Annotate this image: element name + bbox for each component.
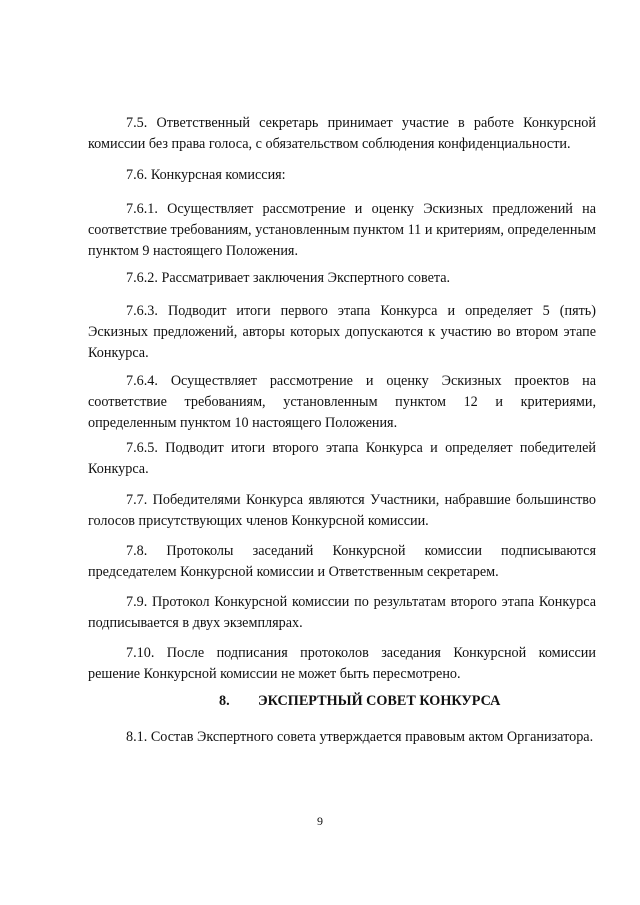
section-number: 8. — [219, 693, 230, 709]
paragraph-7-10: 7.10. После подписания протоколов заседания Конкурсной комиссии решение Конкурсной комиссии не может быть пересмотрено. — [88, 645, 596, 682]
paragraph-7-9: 7.9. Протокол Конкурсной комиссии по результатам второго этапа Конкурса подписывается в двух экземплярах. — [88, 594, 596, 631]
paragraph-8-1: 8.1. Состав Экспертного совета утверждается правовым актом Организатора. — [126, 729, 594, 745]
paragraph-7-6: 7.6. Конкурсная комиссия: — [126, 167, 286, 183]
paragraph-7-5: 7.5. Ответственный секретарь принимает участие в работе Конкурсной комиссии без права голоса, с обязательством соблюдения конфиденциальности. — [88, 115, 596, 152]
page-number: 9 — [317, 814, 323, 828]
paragraph-7-8: 7.8. Протоколы заседаний Конкурсной комиссии подписываются председателем Конкурсной комиссии и Ответственным секретарем. — [88, 543, 596, 580]
paragraph-7-6-3: 7.6.3. Подводит итоги первого этапа Конкурса и определяет 5 (пять) Эскизных предложений, авторы которых допускаются к участию во втором этапе Конкурса. — [88, 303, 596, 361]
paragraph-7-6-5: 7.6.5. Подводит итоги второго этапа Конкурса и определяет победителей Конкурса. — [88, 440, 596, 477]
paragraph-7-6-2: 7.6.2. Рассматривает заключения Экспертного совета. — [126, 270, 451, 286]
paragraph-7-7: 7.7. Победителями Конкурса являются Участники, набравшие большинство голосов присутствующих членов Конкурсной комиссии. — [88, 492, 596, 529]
paragraph-7-6-1: 7.6.1. Осуществляет рассмотрение и оценку Эскизных предложений на соответствие требованиям, установленным пунктом 11 и критериям, определенным пунктом 9 настоящего Положения. — [88, 201, 596, 259]
paragraph-7-6-4: 7.6.4. Осуществляет рассмотрение и оценку Эскизных проектов на соответствие требованиям, установленным пунктом 12 и критериями, определенным пунктом 10 настоящего Положения. — [88, 373, 596, 431]
section-title: ЭКСПЕРТНЫЙ СОВЕТ КОНКУРСА — [258, 693, 501, 709]
